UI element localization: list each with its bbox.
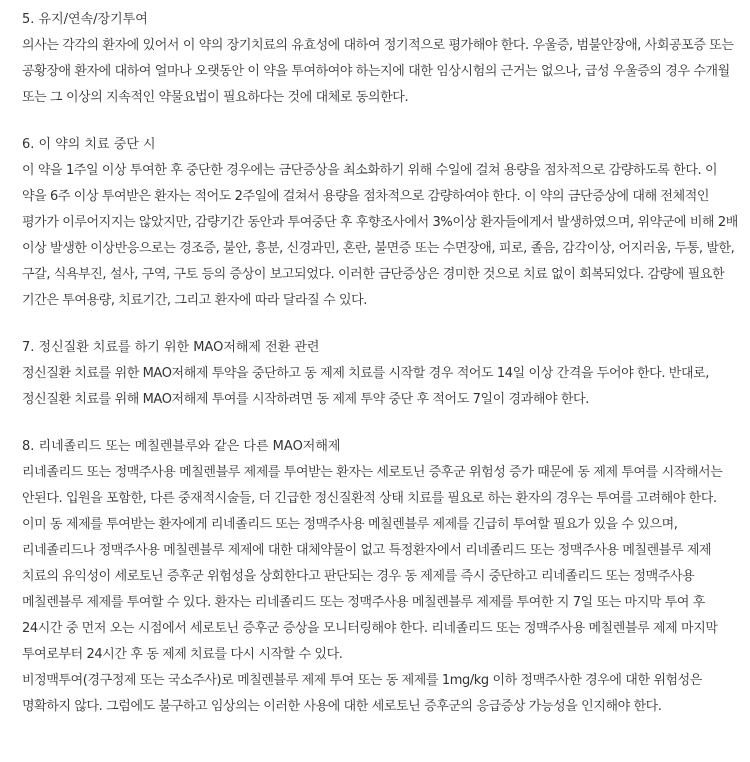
section-heading: 8. 리네졸리드 또는 메칠렌블루와 같은 다른 MAO저해제 [22,439,341,454]
section-paragraph: 정신질환 치료를 위한 MAO저해제 투약을 중단하고 동 제제 치료를 시작할 경우 적어도 14일 이상 간격을 두어야 한다. 반대로, 정신질환 치료를 위해 MAO저해제 투여를 시작하려면 동 제제 투약 중단 후 적어도 7일이 경과해야 한다. [22,366,709,407]
section-mao-switch [22,335,742,413]
section-paragraph: 비정맥투여(경구정제 또는 국소주사)로 메칠렌블루 제제 투여 또는 동 제제를 1mg/kg 이하 정맥주사한 경우에 대한 위험성은 명확하지 않다. 그럼에도 불구하고 임상의는 이러한 사용에 대한 세로토닌 증후군의 응급증상 가능성을 인지해야 한다. [22,673,702,714]
section-linezolid [22,434,742,720]
section-heading: 6. 이 약의 치료 중단 시 [22,137,156,152]
section-paragraph: 의사는 각각의 환자에 있어서 이 약의 장기치료의 유효성에 대하여 정기적으로 평가해야 한다. 우울증, 범불안장애, 사회공포증 또는 공황장애 환자에 대하여 얼마나 오랫동안 이 약을 투여하여야 하는지에 대한 임상시험의 근거는 없으나, 급성 우울증의 경우 수개월 또는 그 이상의 지속적인 약물요법이 필요하다는 것에 대체로 동의한다. [22,38,734,105]
section-discontinuation [22,132,742,314]
section-paragraph: 리네졸리드 또는 정맥주사용 메칠렌블루 제제를 투여받는 환자는 세로토닌 증후군 위험성 증가 때문에 동 제제 투여를 시작해서는 안된다. 입원을 포함한, 다른 중재적시술들, 더 긴급한 정신질환적 상태 치료를 필요로 하는 환자의 경우는 투여를 고려해야 한다. [22,465,723,506]
section-heading: 5. 유지/연속/장기투여 [22,12,148,27]
section-heading: 7. 정신질환 치료를 하기 위한 MAO저해제 전환 관련 [22,340,320,355]
section-paragraph: 이 약을 1주일 이상 투여한 후 중단한 경우에는 금단증상을 최소화하기 위해 수일에 걸쳐 용량을 점차적으로 감량하도록 한다. 이 약을 6주 이상 투여받은 환자는 적어도 2주일에 걸쳐서 용량을 점차적으로 감량하여야 한다. 이 약의 금단증상에 대해 전체적인 평가가 이루어지지는 않았지만, 감량기간 동안과 투여중단 후 후향조사에서 3%이상 환자들에게서 발생하였으며, 위약군에 비해 2배 이상 발생한 이상반응으로는 경조증, 불안, 흥분, 신경과민, 혼란, 불면증 또는 수면장애, 피로, 졸음, 감각이상, 어지러움, 두통, 발한, 구갈, 식욕부진, 설사, 구역, 구토 등의 증상이 보고되었다. 이러한 금단증상은 경미한 것으로 치료 없이 회복되었다. 감량에 필요한 기간은 투여용량, 치료기간, 그리고 환자에 따라 달라질 수 있다. [22,163,738,308]
section-paragraph: 이미 동 제제를 투여받는 환자에게 리네졸리드 또는 정맥주사용 메칠렌블루 제제를 긴급히 투여할 필요가 있을 수 있으며, 리네졸리드나 정맥주사용 메칠렌블루 제제에 대한 대체약물이 없고 특정환자에서 리네졸리드 또는 정맥주사용 메칠렌블루 제제 치료의 유익성이 세로토닌 증후군 위험성을 상회한다고 판단되는 경우 동 제제를 즉시 중단하고 리네졸리드 또는 정맥주사용 메칠렌블루 제제를 투여할 수 있다. 환자는 리네졸리드 또는 정맥주사용 메칠렌블루 제제를 투여한 지 7일 또는 마지막 투여 후 24시간 중 먼저 오는 시점에서 세로토닌 증후군 증상을 모니터링해야 한다. 리네졸리드 또는 정맥주사용 메칠렌블루 제제 마지막 투여로부터 24시간 후 동 제제 치료를 다시 시작할 수 있다. [22,517,718,662]
section-maintenance [22,7,742,111]
